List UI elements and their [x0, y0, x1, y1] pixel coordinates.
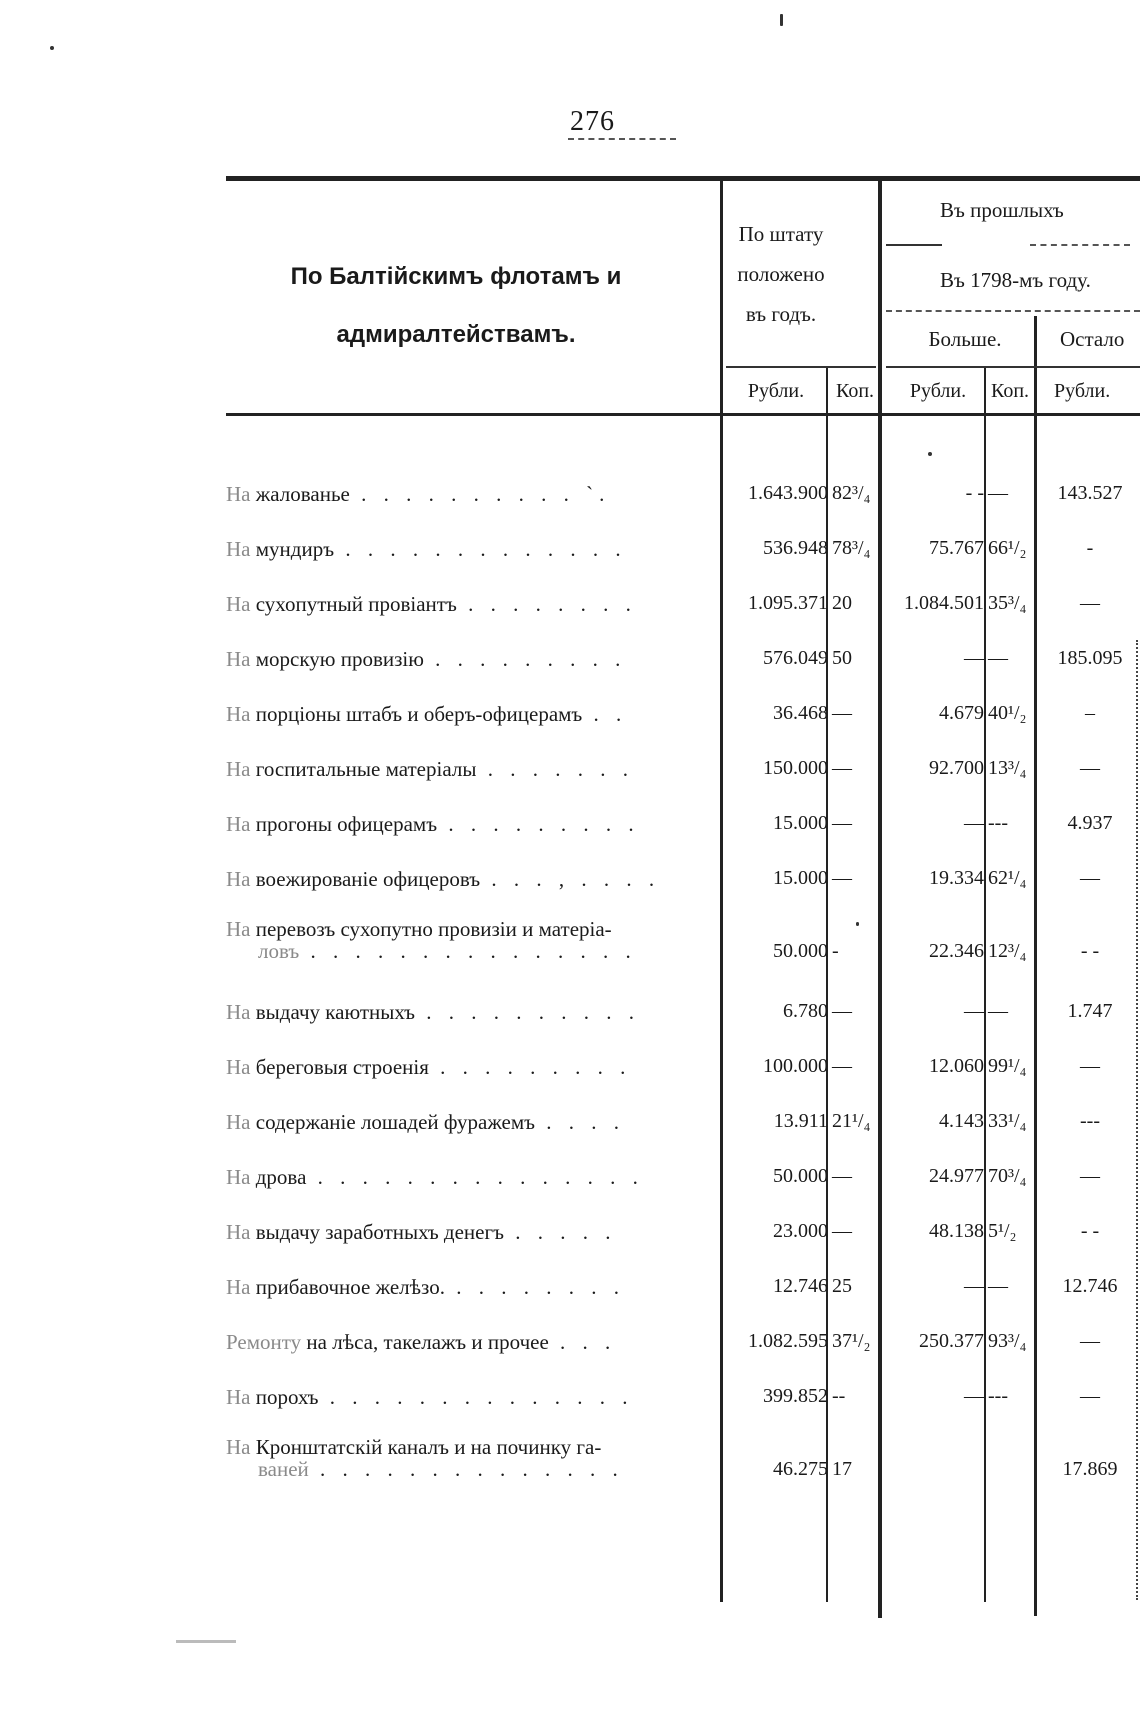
- cell-kopecks-staff: —: [832, 1220, 852, 1242]
- cell-kopecks-staff: 17: [832, 1458, 852, 1480]
- row-label-prefix: Ремонту: [226, 1330, 302, 1354]
- cell-rubles-more: —: [964, 1385, 984, 1407]
- cell-kopecks-more: 5¹/₂: [988, 1220, 1017, 1242]
- cell-kopecks-staff: 50: [832, 647, 852, 669]
- cell-kopecks-staff: 82³/₄: [832, 482, 871, 504]
- table-top-rule: [226, 176, 1140, 181]
- row-label-text: содержаніе лошадей фуражемъ: [255, 1110, 536, 1134]
- table-row: [0, 986, 1140, 1040]
- cell-rubles-staff: 23.000: [773, 1220, 828, 1242]
- table-row: [0, 578, 1140, 632]
- row-label-text: морскую провизію: [255, 647, 424, 671]
- header-rule-year: [886, 310, 1140, 312]
- cell-rubles-staff: 6.780: [783, 1000, 828, 1022]
- row-label-prefix: На: [226, 867, 251, 891]
- cell-rubles-staff: 46.275: [773, 1458, 828, 1480]
- row-label-text: порціоны штабъ и оберъ-офицерамъ: [255, 702, 583, 726]
- row-leader-dots: . . . . . . . . . .: [414, 1000, 640, 1024]
- row-leader-dots: . . . . . . . . . . . . . .: [318, 1385, 634, 1409]
- header-rule-more: [886, 366, 1140, 368]
- row-leader-dots: . . . . . . . . . . `.: [349, 482, 611, 506]
- cell-rubles-staff: 536.948: [763, 537, 828, 559]
- speck: [928, 452, 932, 456]
- row-label: [226, 702, 712, 727]
- cell-kopecks-staff: —: [832, 1165, 852, 1187]
- cell-rubles-more: 250.377: [919, 1330, 984, 1352]
- cell-rubles-more: 75.767: [929, 537, 984, 559]
- cell-rubles-more: 92.700: [929, 757, 984, 779]
- cell-rubles-left-over: - -: [1080, 1220, 1100, 1242]
- row-label-text: мундиръ: [255, 537, 335, 561]
- cell-rubles-left-over: —: [1080, 867, 1100, 889]
- cell-rubles-staff: 15.000: [773, 812, 828, 834]
- unit-kopecks-more: Коп.: [990, 380, 1030, 402]
- section-title-line-2: адмиралтействамъ.: [336, 321, 576, 348]
- cell-rubles-more: 1.084.501: [904, 592, 984, 614]
- row-label-prefix: На: [226, 702, 251, 726]
- row-leader-dots: . . . . . . .: [476, 757, 634, 781]
- cell-rubles-left-over: —: [1080, 592, 1100, 614]
- row-leader-dots: . . . . . . . .: [456, 592, 637, 616]
- row-label: [226, 1220, 712, 1245]
- row-leader-dots: . . . . . . . . . . . . . .: [308, 1457, 624, 1480]
- cell-rubles-left-over: 185.095: [1057, 647, 1123, 669]
- cell-kopecks-more: 13³/₄: [988, 757, 1027, 779]
- row-label: [226, 1275, 712, 1300]
- cell-kopecks-staff: —: [832, 867, 852, 889]
- cell-rubles-left-over: 143.527: [1057, 482, 1123, 504]
- row-label: [226, 867, 712, 892]
- row-label: [226, 1330, 712, 1355]
- cell-rubles-more: 24.977: [929, 1165, 984, 1187]
- table-row: [0, 1436, 1140, 1494]
- cell-rubles-more: - -: [965, 482, 984, 504]
- speck: [50, 46, 54, 50]
- header-rule-past: [886, 244, 942, 246]
- cell-kopecks-staff: --: [832, 1385, 846, 1407]
- cell-kopecks-staff: 21¹/₄: [832, 1110, 871, 1132]
- row-label-prefix: На: [226, 1110, 251, 1134]
- cell-rubles-staff: 13.911: [773, 1110, 828, 1132]
- cell-kopecks-staff: —: [832, 757, 852, 779]
- table-row: [0, 1371, 1140, 1425]
- row-leader-dots: . . .: [548, 1330, 617, 1354]
- row-label-text: выдачу каютныхъ: [255, 1000, 415, 1024]
- row-leader-dots: . . . .: [535, 1110, 626, 1134]
- cell-rubles-left-over: –: [1085, 702, 1095, 724]
- cell-kopecks-more: —: [988, 482, 1008, 504]
- header-rule-staff: [726, 366, 876, 368]
- cell-rubles-staff: 576.049: [763, 647, 828, 669]
- page-number: 276: [570, 106, 615, 137]
- row-leader-dots: . . . . . . . . .: [437, 812, 640, 836]
- row-leader-dots: . . . . . . . . .: [423, 647, 627, 671]
- cell-kopecks-more: 12³/₄: [988, 940, 1027, 962]
- row-label-prefix: На: [226, 1000, 251, 1024]
- page-number-rule: [568, 138, 676, 140]
- cell-kopecks-staff: 25: [832, 1275, 852, 1297]
- table-row: [0, 633, 1140, 687]
- cell-rubles-left-over: ---: [1080, 1110, 1100, 1132]
- cell-rubles-more: —: [964, 647, 984, 669]
- unit-rubles-left-over: Рубли.: [1054, 380, 1111, 402]
- row-label-text: выдачу заработныхъ денегъ: [255, 1220, 504, 1244]
- row-label-prefix: На: [226, 918, 251, 941]
- row-label-prefix: На: [226, 482, 251, 506]
- row-label-prefix: На: [226, 1275, 251, 1299]
- cell-kopecks-more: 40¹/₂: [988, 702, 1027, 724]
- cell-rubles-more: —: [964, 1000, 984, 1022]
- cell-kopecks-staff: —: [832, 702, 852, 724]
- cell-kopecks-staff: -: [832, 940, 839, 962]
- speck: [856, 922, 859, 926]
- cell-rubles-left-over: —: [1080, 1330, 1100, 1352]
- row-label-prefix: На: [226, 592, 251, 616]
- row-leader-dots: . . . . .: [503, 1220, 617, 1244]
- row-label: [226, 482, 712, 507]
- row-label-text: прибавочное желѣзо.: [255, 1275, 445, 1299]
- row-label: [226, 1000, 712, 1025]
- cell-kopecks-staff: 20: [832, 592, 852, 614]
- cell-rubles-staff: 1.095.371: [748, 592, 828, 614]
- row-label-prefix: На: [226, 1436, 251, 1459]
- header-past-years: Въ прошлыхъ: [940, 198, 1064, 222]
- header-staff-line-3: въ годъ.: [745, 302, 817, 326]
- row-label-text: прогоны офицерамъ: [255, 812, 438, 836]
- cell-kopecks-more: 93³/₄: [988, 1330, 1027, 1352]
- cell-kopecks-more: ---: [988, 1385, 1008, 1407]
- header-staff: [726, 214, 836, 334]
- table-row: [0, 853, 1140, 907]
- speck: [780, 14, 783, 26]
- row-leader-dots: . . . . . . . . . . . . . . .: [306, 1165, 644, 1189]
- cell-rubles-staff: 50.000: [773, 940, 828, 962]
- cell-rubles-staff: 12.746: [773, 1275, 828, 1297]
- table-row: [0, 1096, 1140, 1150]
- cell-kopecks-staff: —: [832, 812, 852, 834]
- row-label: [226, 1055, 712, 1080]
- cell-rubles-staff: 100.000: [763, 1055, 828, 1077]
- cell-rubles-more: 48.138: [929, 1220, 984, 1242]
- row-label-prefix: На: [226, 1220, 251, 1244]
- row-label-text: жалованье: [255, 482, 350, 506]
- row-leader-dots: . . . . . . . . . . . . .: [334, 537, 627, 561]
- cell-kopecks-more: —: [988, 1000, 1008, 1022]
- table-row: [0, 918, 1140, 976]
- row-label-prefix: На: [226, 812, 251, 836]
- row-label-prefix: На: [226, 757, 251, 781]
- row-leader-dots: . . . . . . . . .: [428, 1055, 632, 1079]
- row-label-text: воежированіе офицеровъ: [255, 867, 481, 891]
- cell-rubles-more: 12.060: [929, 1055, 984, 1077]
- cell-rubles-more: —: [964, 812, 984, 834]
- cell-kopecks-more: 33¹/₄: [988, 1110, 1027, 1132]
- cell-kopecks-more: ---: [988, 812, 1008, 834]
- table-row: [0, 743, 1140, 797]
- cell-rubles-left-over: 4.937: [1067, 812, 1113, 834]
- cell-rubles-staff: 1.643.900: [748, 482, 828, 504]
- header-rule-past-right: [1030, 244, 1130, 246]
- cell-rubles-more: —: [964, 1275, 984, 1297]
- header-year-1798: Въ 1798-мъ году.: [940, 268, 1091, 292]
- row-label: [226, 1385, 712, 1410]
- cell-kopecks-staff: —: [832, 1000, 852, 1022]
- cell-kopecks-more: 66¹/₂: [988, 537, 1027, 559]
- row-leader-dots: . . . . . . . .: [444, 1275, 625, 1299]
- cell-rubles-more: 22.346: [929, 940, 984, 962]
- row-label-text: госпитальные матеріалы: [255, 757, 477, 781]
- table-row: [0, 1041, 1140, 1095]
- table-header-bottom-rule: [226, 413, 1140, 416]
- table-row: [0, 1261, 1140, 1315]
- row-label-text: порохъ: [255, 1385, 319, 1409]
- row-label-text: Кронштатскій каналъ и на починку га-: [255, 1436, 602, 1459]
- cell-kopecks-more: 99¹/₄: [988, 1055, 1027, 1077]
- cell-kopecks-staff: —: [832, 1055, 852, 1077]
- row-label: [226, 1165, 712, 1190]
- row-label-text: перевозъ сухопутно провизіи и матеріа-: [255, 918, 612, 941]
- row-label: [226, 1110, 712, 1135]
- cell-rubles-staff: 50.000: [773, 1165, 828, 1187]
- cell-kopecks-more: —: [988, 1275, 1008, 1297]
- cell-rubles-more: 19.334: [929, 867, 984, 889]
- header-more: Больше.: [928, 327, 1002, 351]
- cell-kopecks-staff: 37¹/₂: [832, 1330, 871, 1352]
- cell-rubles-left-over: 12.746: [1062, 1275, 1118, 1297]
- row-label-prefix: На: [226, 1385, 251, 1409]
- cell-kopecks-more: 70³/₄: [988, 1165, 1027, 1187]
- row-label-text: береговыя строенія: [255, 1055, 429, 1079]
- table-row: [0, 1316, 1140, 1370]
- unit-rubles-staff: Рубли.: [747, 380, 805, 402]
- row-label-prefix: На: [226, 537, 251, 561]
- row-label-prefix: На: [226, 1165, 251, 1189]
- table-row: [0, 798, 1140, 852]
- section-title: [226, 248, 686, 364]
- row-label: [226, 757, 712, 782]
- row-label-text: дрова: [255, 1165, 307, 1189]
- cell-rubles-staff: 399.852: [763, 1385, 828, 1407]
- row-label: [226, 537, 712, 562]
- table-row: [0, 468, 1140, 522]
- row-label: [226, 592, 712, 617]
- row-leader-dots: . . . . . . . . . . . . . . .: [299, 939, 637, 962]
- row-label-prefix: На: [226, 647, 251, 671]
- cell-rubles-staff: 150.000: [763, 757, 828, 779]
- cell-rubles-left-over: -: [1086, 537, 1094, 559]
- row-leader-dots: . . . , . . . .: [480, 867, 661, 891]
- cell-rubles-left-over: 1.747: [1067, 1000, 1113, 1022]
- cell-kopecks-more: —: [988, 647, 1008, 669]
- cell-rubles-left-over: - -: [1080, 940, 1100, 962]
- unit-kopecks-staff: Коп.: [835, 380, 875, 402]
- cell-kopecks-more: 62¹/₄: [988, 867, 1027, 889]
- cell-kopecks-staff: 78³/₄: [832, 537, 871, 559]
- cell-rubles-staff: 15.000: [773, 867, 828, 889]
- cell-rubles-more: 4.679: [939, 702, 984, 724]
- cell-rubles-left-over: 17.869: [1062, 1458, 1118, 1480]
- table-row: [0, 688, 1140, 742]
- header-left-over: Остало: [1060, 327, 1125, 351]
- cell-rubles-left-over: —: [1080, 1165, 1100, 1187]
- row-label: [226, 1436, 712, 1480]
- smudge: [176, 1640, 236, 1643]
- row-label-text: сухопутный провіантъ: [255, 592, 457, 616]
- table-row: [0, 523, 1140, 577]
- header-staff-line-1: По штату: [738, 222, 824, 246]
- cell-kopecks-more: 35³/₄: [988, 592, 1027, 614]
- row-label: [226, 647, 712, 672]
- row-leader-dots: . .: [582, 702, 628, 726]
- row-label-continuation: ваней: [258, 1457, 309, 1480]
- cell-rubles-left-over: —: [1080, 757, 1100, 779]
- row-label: [226, 812, 712, 837]
- table-row: [0, 1151, 1140, 1205]
- row-label: [226, 918, 712, 962]
- row-label-text: на лѣса, такелажъ и прочее: [306, 1330, 549, 1354]
- cell-rubles-left-over: —: [1080, 1055, 1100, 1077]
- cell-rubles-staff: 36.468: [773, 702, 828, 724]
- header-staff-line-2: положено: [737, 262, 825, 286]
- cell-rubles-staff: 1.082.595: [748, 1330, 828, 1352]
- unit-rubles-more: Рубли.: [909, 380, 967, 402]
- cell-rubles-more: 4.143: [939, 1110, 984, 1132]
- section-title-line-1: По Балтійскимъ флотамъ и: [290, 263, 622, 290]
- table-row: [0, 1206, 1140, 1260]
- row-label-continuation: ловъ: [258, 939, 300, 962]
- cell-rubles-left-over: —: [1080, 1385, 1100, 1407]
- row-label-prefix: На: [226, 1055, 251, 1079]
